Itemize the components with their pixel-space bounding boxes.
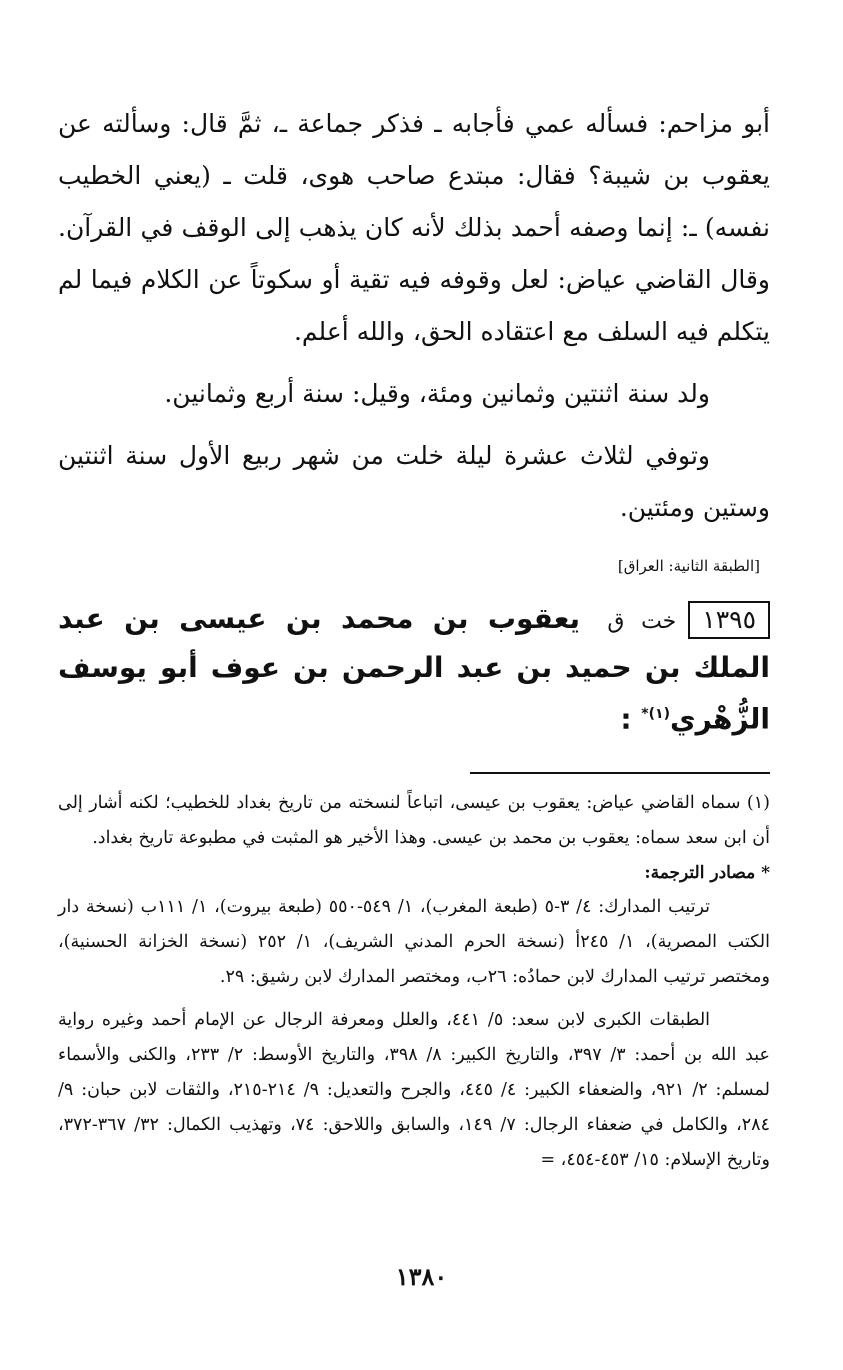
sources-paragraph-2: الطبقات الكبرى لابن سعد: ٥/ ٤٤١، والعلل ومعرفة الرجال عن الإمام أحمد وغيره رواية عبد الله بن أحمد: ٣/ ٣٩٧، والتاريخ الكبير: ٨/ ٣٩٨، والتاريخ الأوسط: ٢/ ٢٣٣، والكنى والأسماء لمسلم: ٢/ ٩٢١، والضعفاء الكبير: ٤/ ٤٤٥، والجرح والتعديل: ٩/ ٢١٤-٢١٥، والثقات لابن حبان: ٩/ ٢٨٤، والكامل في ضعفاء الرجال: ٧/ ١٤٩، والسابق واللاحق: ٧٤، وتهذيب الكمال: ٣٢/ ٣٦٧-٣٧٢، وتاريخ الإسلام: ١٥/ ٤٥٣-٤٥٤، = [58, 1010, 770, 1171]
footnote-divider [470, 772, 770, 774]
sources-heading: * مصادر الترجمة: [644, 863, 770, 884]
entry-heading [58, 596, 770, 742]
birth-paragraph: ولد سنة اثنتين وثمانين ومئة، وقيل: سنة أربع وثمانين. [164, 379, 710, 408]
page-body [58, 98, 770, 1178]
page-number: ١٣٨٠ [395, 1262, 448, 1291]
death-paragraph: وتوفي لثلاث عشرة ليلة خلت من شهر ربيع الأول سنة اثنتين وستين ومئتين. [58, 441, 770, 522]
entry-name: يعقوب بن محمد بن عيسى بن عبد الملك بن حميد بن عبد الرحمن بن عوف أبو يوسف الزُّهْري [58, 602, 770, 736]
entry-symbols: خت ق [607, 609, 677, 634]
footnote-1: (١) سماه القاضي عياض: يعقوب بن عيسى، اتباعاً لنسخته من تاريخ بغداد للخطيب؛ لكنه أشار إلى أن ابن سعد سماه: يعقوب بن محمد بن عيسى. وهذا الأخير هو المثبت في مطبوعة تاريخ بغداد. [58, 793, 770, 849]
entry-suffix: : [620, 702, 632, 736]
entry-number: ١٣٩٥ [688, 601, 770, 639]
body-paragraph: أبو مزاحم: فسأله عمي فأجابه ـ فذكر جماعة ـ، ثمَّ قال: وسألته عن يعقوب بن شيبة؟ فقال: مبتدع صاحب هوى، قلت ـ (يعني الخطيب نفسه) ـ: إنما وصفه أحمد بذلك لأنه كان يذهب إلى الوقف في القرآن. وقال القاضي عياض: لعل وقوفه فيه تقية أو سكوتاً عن الكلام فيما لم يتكلم فيه السلف مع اعتقاده الحق، والله أعلم. [58, 109, 770, 346]
level-label: [الطبقة الثانية: العراق] [617, 557, 760, 575]
sources-paragraph-1: ترتيب المدارك: ٤/ ٣-٥ (طبعة المغرب)، ١/ ٥٤٩-٥٥٠ (طبعة بيروت)، ١/ ١١١ب (نسخة دار الكتب المصرية)، ١/ ٢٤٥أ (نسخة الحرم المدني الشريف)، ١/ ٢٥٢ (نسخة الخزانة الحسنية)، ومختصر ترتيب المدارك لابن حمادُه: ٢٦ب، ومختصر المدارك لابن رشيق: ٢٩. [58, 897, 770, 988]
footnote-marker: (١)* [641, 706, 670, 722]
